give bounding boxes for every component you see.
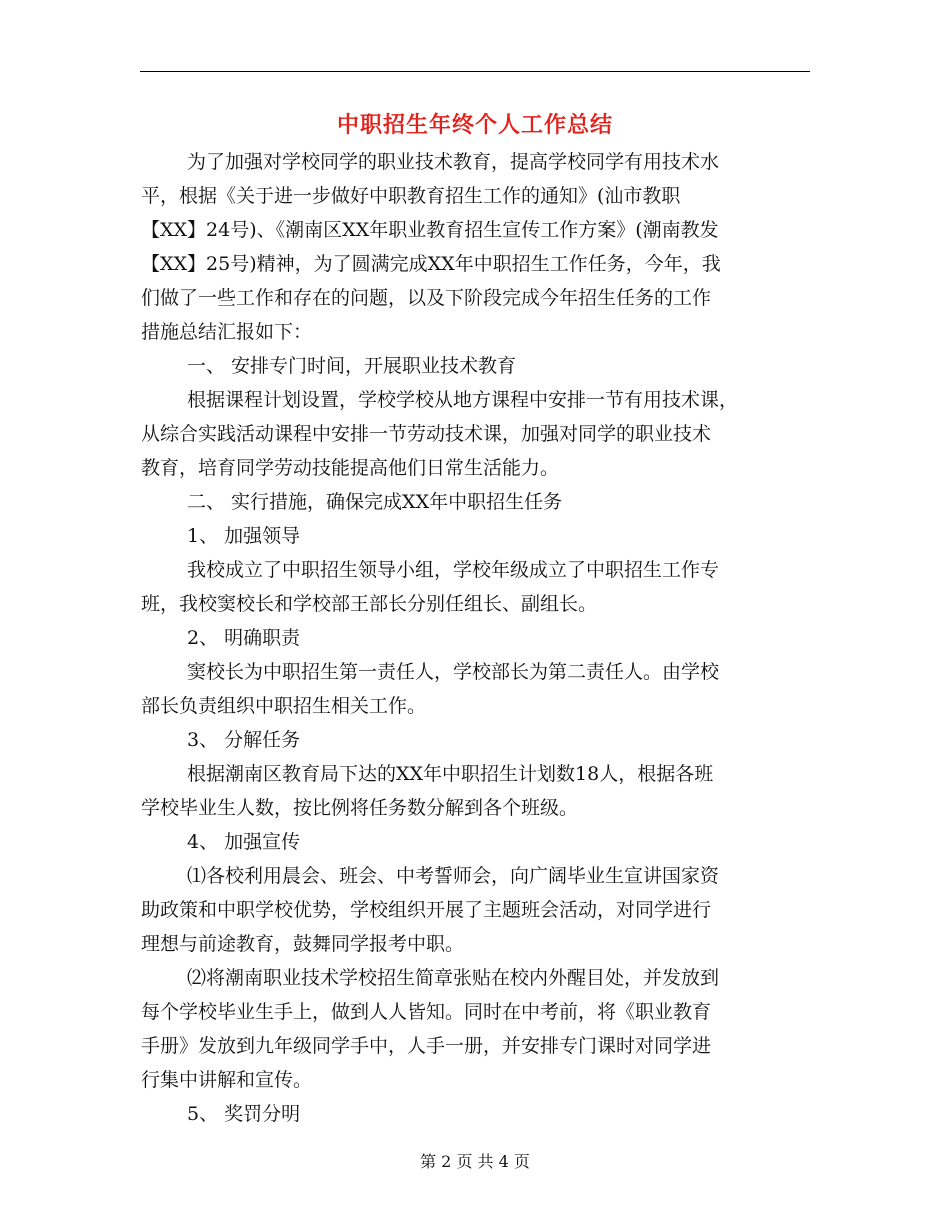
paragraph-line: 们做了一些工作和存在的问题，以及下阶段完成今年招生任务的工作: [141, 287, 712, 309]
paragraph-line: 部长负责组织中职招生相关工作。: [141, 695, 427, 717]
paragraph-line: 根据课程计划设置，学校学校从地方课程中安排一节有用技术课，: [187, 389, 739, 411]
paragraph-line: 从综合实践活动课程中安排一节劳动技术课，加强对同学的职业技术: [141, 423, 712, 445]
paragraph-line: 教育，培育同学劳动技能提高他们日常生活能力。: [141, 457, 560, 479]
paragraph-line: 一、 安排专门时间，开展职业技术教育: [187, 355, 517, 377]
paragraph-line: ⑵将潮南职业技术学校招生简章张贴在校内外醒目处，并发放到: [187, 967, 720, 989]
paragraph-line: 窦校长为中职招生第一责任人，学校部长为第二责任人。由学校: [187, 661, 720, 683]
paragraph-line: 4、 加强宣传: [187, 831, 301, 853]
paragraph-line: 3、 分解任务: [187, 729, 301, 751]
paragraph-line: 手册》发放到九年级同学手中，人手一册，并安排专门课时对同学进: [141, 1035, 712, 1057]
paragraph-line: 为了加强对学校同学的职业技术教育，提高学校同学有用技术水: [187, 151, 720, 173]
paragraph-line: 行集中讲解和宣传。: [141, 1069, 313, 1091]
paragraph-line: 每个学校毕业生手上，做到人人皆知。同时在中考前，将《职业教育: [141, 1001, 712, 1023]
paragraph-line: 助政策和中职学校优势，学校组织开展了主题班会活动，对同学进行: [141, 899, 712, 921]
paragraph-line: 二、 实行措施，确保完成XX年中职招生任务: [187, 491, 563, 513]
paragraph-line: 学校毕业生人数，按比例将任务数分解到各个班级。: [141, 797, 579, 819]
paragraph-line: 平，根据《关于进一步做好中职教育招生工作的通知》(汕市教职: [141, 185, 681, 207]
document-body: [141, 145, 813, 1131]
paragraph-line: 理想与前途教育，鼓舞同学报考中职。: [141, 933, 465, 955]
paragraph-line: 根据潮南区教育局下达的XX年中职招生计划数18人，根据各班: [187, 763, 714, 785]
paragraph-line: 我校成立了中职招生领导小组，学校年级成立了中职招生工作专: [187, 559, 720, 581]
paragraph-line: 【XX】24号)、《潮南区XX年职业教育招生宣传工作方案》(潮南教发: [141, 219, 719, 241]
paragraph-line: 5、 奖罚分明: [187, 1103, 301, 1125]
paragraph-line: ⑴各校利用晨会、班会、中考誓师会，向广阔毕业生宣讲国家资: [187, 865, 720, 887]
document-title: 中职招生年终个人工作总结: [336, 112, 613, 138]
page-footer: 第 2 页 共 4 页: [420, 1152, 530, 1171]
paragraph-line: 措施总结汇报如下：: [141, 321, 313, 343]
paragraph-line: 【XX】25号)精神，为了圆满完成XX年中职招生工作任务，今年，我: [141, 253, 721, 275]
header-rule: [140, 71, 810, 72]
paragraph-line: 2、 明确职责: [187, 627, 301, 649]
paragraph-line: 班，我校窦校长和学校部王部长分别任组长、副组长。: [141, 593, 598, 615]
paragraph-line: 1、 加强领导: [187, 525, 301, 547]
